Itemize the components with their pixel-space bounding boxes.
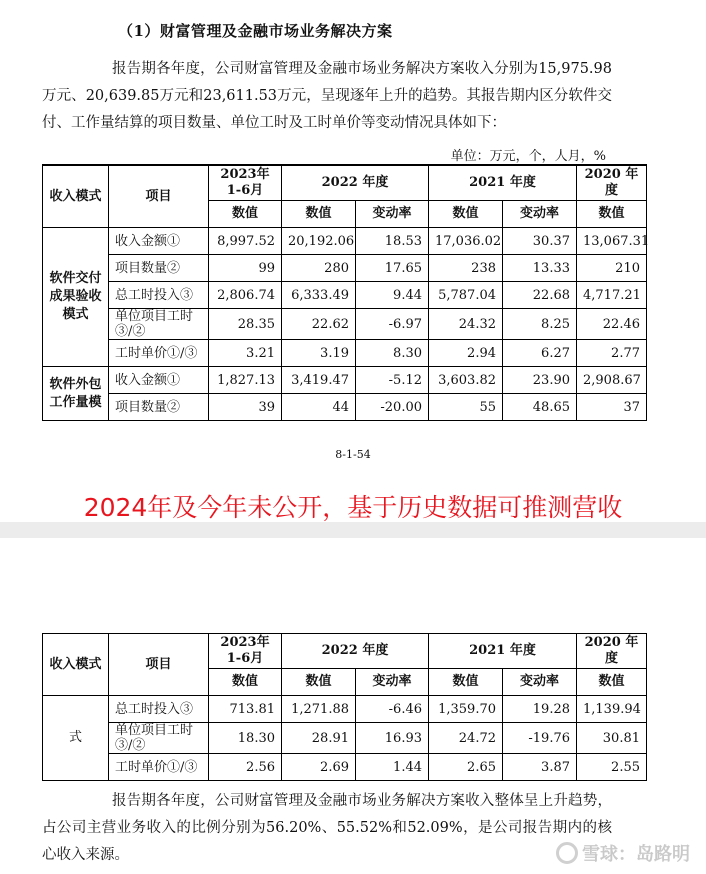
value-cell: 1,827.13: [209, 367, 282, 394]
value-cell: 2,806.74: [209, 282, 282, 309]
revenue-mode-cell: 软件交付成果验收模式: [43, 228, 109, 367]
header-2022: 2022 年度: [282, 165, 429, 201]
header-change: 变动率: [356, 201, 429, 228]
value-cell: 2.69: [282, 754, 356, 781]
value-cell: 1,139.94: [577, 696, 647, 723]
value-cell: 2.77: [577, 340, 647, 367]
header-2023: 2023年 1-6月: [209, 634, 282, 669]
value-cell: 16.93: [356, 723, 429, 754]
item-label: 项目数量②: [109, 394, 209, 421]
item-label: 工时单价①/③: [109, 754, 209, 781]
value-cell: 48.65: [503, 394, 577, 421]
table-row: [43, 394, 647, 421]
value-cell: 18.30: [209, 723, 282, 754]
table-row: [43, 282, 647, 309]
header-value: 数值: [577, 201, 647, 228]
table-row: [43, 309, 647, 340]
item-label: 单位项目工时③/②: [109, 723, 209, 754]
value-cell: 30.81: [577, 723, 647, 754]
value-cell: 2.65: [429, 754, 503, 781]
value-cell: 1,271.88: [282, 696, 356, 723]
header-2020: 2020 年度: [577, 165, 647, 201]
value-cell: 3,603.82: [429, 367, 503, 394]
value-cell: 19.28: [503, 696, 577, 723]
intro-paragraph: 报告期各年度，公司财富管理及金融市场业务解决方案收入分别为15,975.98万元、20,639.85万元和23,611.53万元，呈现逐年上升的趋势。其报告期内区分软件交付、工作量结算的项目数量、单位工时及工时单价等变动情况具体如下：: [42, 61, 612, 131]
item-label: 总工时投入③: [109, 696, 209, 723]
value-cell: -20.00: [356, 394, 429, 421]
header-2022: 2022 年度: [282, 634, 429, 669]
value-cell: 4,717.21: [577, 282, 647, 309]
header-mode: 收入模式: [43, 634, 109, 696]
header-value: 数值: [282, 201, 356, 228]
item-label: 收入金额①: [109, 228, 209, 255]
header-value: 数值: [577, 669, 647, 696]
value-cell: -6.97: [356, 309, 429, 340]
header-value: 数值: [209, 201, 282, 228]
revenue-mode-cell: 式: [43, 696, 109, 781]
value-cell: -5.12: [356, 367, 429, 394]
revenue-table-1: [42, 164, 650, 421]
value-cell: 24.72: [429, 723, 503, 754]
value-cell: 9.44: [356, 282, 429, 309]
table-row: [43, 696, 647, 723]
value-cell: 2.55: [577, 754, 647, 781]
header-value: 数值: [209, 669, 282, 696]
value-cell: 28.91: [282, 723, 356, 754]
header-mode: 收入模式: [43, 165, 109, 228]
value-cell: 30.37: [503, 228, 577, 255]
header-change: 变动率: [356, 669, 429, 696]
header-value: 数值: [429, 669, 503, 696]
value-cell: 23.90: [503, 367, 577, 394]
value-cell: 713.81: [209, 696, 282, 723]
header-change: 变动率: [503, 669, 577, 696]
value-cell: 3.19: [282, 340, 356, 367]
value-cell: 24.32: [429, 309, 503, 340]
value-cell: 5,787.04: [429, 282, 503, 309]
revenue-table-2: [42, 633, 647, 781]
value-cell: 28.35: [209, 309, 282, 340]
table-row: [43, 723, 647, 754]
value-cell: 44: [282, 394, 356, 421]
value-cell: 22.68: [503, 282, 577, 309]
header-item: 项目: [109, 165, 209, 228]
value-cell: 37: [577, 394, 647, 421]
header-item: 项目: [109, 634, 209, 696]
closing-paragraph: 报告期各年度，公司财富管理及金融市场业务解决方案收入整体呈上升趋势，占公司主营业务收入的比例分别为56.20%、55.52%和52.09%，是公司报告期内的核心收入来源。: [42, 793, 612, 863]
value-cell: 99: [209, 255, 282, 282]
value-cell: 3.21: [209, 340, 282, 367]
page-separator: [0, 522, 706, 538]
value-cell: 6,333.49: [282, 282, 356, 309]
value-cell: 6.27: [503, 340, 577, 367]
value-cell: 13.33: [503, 255, 577, 282]
table-row: [43, 255, 647, 282]
value-cell: 22.46: [577, 309, 647, 340]
section-heading: （1）财富管理及金融市场业务解决方案: [118, 22, 393, 40]
table-row: [43, 228, 647, 255]
value-cell: 210: [577, 255, 647, 282]
value-cell: 1,359.70: [429, 696, 503, 723]
value-cell: 1.44: [356, 754, 429, 781]
table-row: [43, 340, 647, 367]
item-label: 项目数量②: [109, 255, 209, 282]
value-cell: 238: [429, 255, 503, 282]
snowball-logo-icon: [556, 842, 578, 864]
value-cell: 2.94: [429, 340, 503, 367]
annotation-banner: 2024年及今年未公开，基于历史数据可推测营收: [83, 493, 623, 522]
value-cell: -6.46: [356, 696, 429, 723]
item-label: 单位项目工时③/②: [109, 309, 209, 340]
value-cell: -19.76: [503, 723, 577, 754]
header-change: 变动率: [503, 201, 577, 228]
item-label: 工时单价①/③: [109, 340, 209, 367]
table-row: [43, 367, 647, 394]
value-cell: 2.56: [209, 754, 282, 781]
header-2020: 2020 年度: [577, 634, 647, 669]
watermark: [556, 840, 690, 866]
header-value: 数值: [429, 201, 503, 228]
value-cell: 3.87: [503, 754, 577, 781]
value-cell: 17.65: [356, 255, 429, 282]
value-cell: 8.25: [503, 309, 577, 340]
value-cell: 3,419.47: [282, 367, 356, 394]
value-cell: 22.62: [282, 309, 356, 340]
header-2023: 2023年 1-6月: [209, 165, 282, 201]
value-cell: 280: [282, 255, 356, 282]
watermark-text: 雪球：岛路明: [582, 844, 690, 865]
page-number: 8-1-54: [335, 448, 371, 461]
value-cell: 13,067.31: [577, 228, 647, 255]
value-cell: 55: [429, 394, 503, 421]
value-cell: 8.30: [356, 340, 429, 367]
value-cell: 17,036.02: [429, 228, 503, 255]
value-cell: 39: [209, 394, 282, 421]
header-2021: 2021 年度: [429, 165, 577, 201]
item-label: 总工时投入③: [109, 282, 209, 309]
value-cell: 18.53: [356, 228, 429, 255]
header-value: 数值: [282, 669, 356, 696]
value-cell: 2,908.67: [577, 367, 647, 394]
value-cell: 20,192.06: [282, 228, 356, 255]
table-row: [43, 754, 647, 781]
unit-note: 单位：万元，个，人月，%: [450, 149, 606, 164]
item-label: 收入金额①: [109, 367, 209, 394]
value-cell: 8,997.52: [209, 228, 282, 255]
revenue-mode-cell: 软件外包工作量模: [43, 367, 109, 421]
header-2021: 2021 年度: [429, 634, 577, 669]
